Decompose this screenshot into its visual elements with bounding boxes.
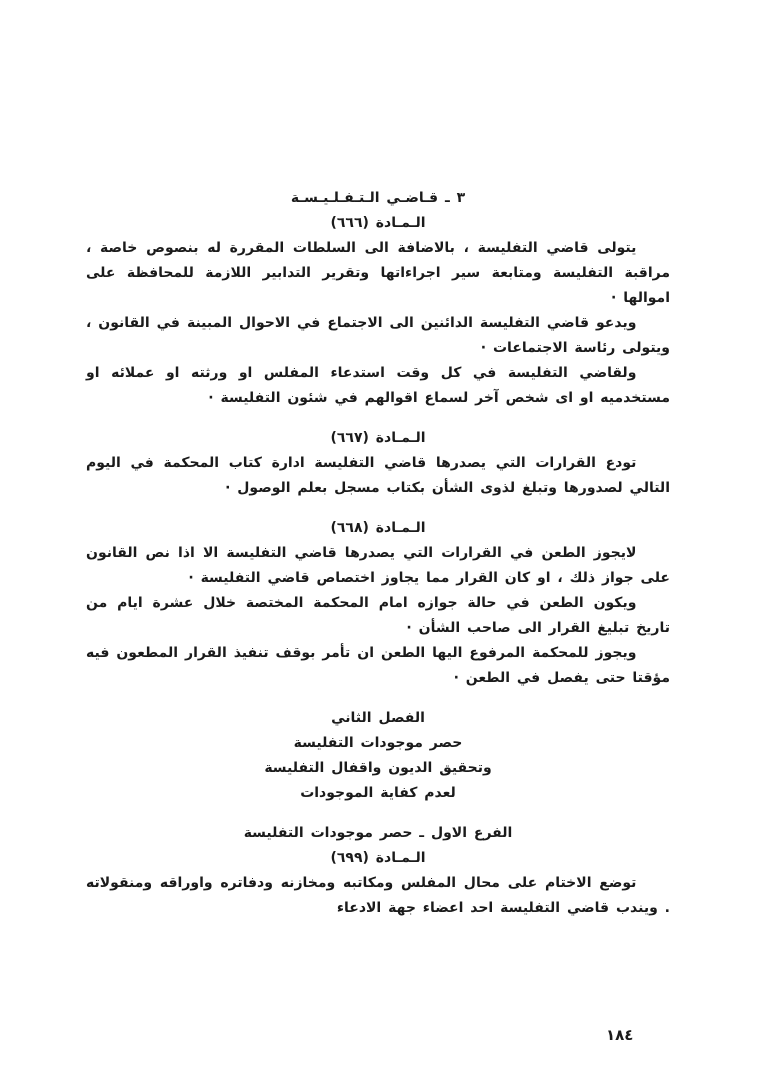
branch-heading: الفرع الاول ـ حصر موجودات التفليسة	[243, 825, 513, 841]
article-667-paragraph-1: تودع القرارات التي يصدرها قاضي التفليسة ادارة كتاب المحكمة في اليوم التالي لصدورها وتبلغ لذوى الشأن بكتاب مسجل بعلم الوصول ·	[86, 455, 670, 496]
chapter-heading-block	[86, 706, 670, 806]
chapter-heading-line-1: الفصل الثاني	[331, 710, 425, 726]
document-content	[86, 186, 670, 921]
chapter-heading-line-4: لعدم كفاية الموجودات	[300, 785, 456, 801]
article-668-heading: الـمـادة (٦٦٨)	[330, 520, 426, 536]
article-699-heading: الـمـادة (٦٩٩)	[330, 850, 426, 866]
article-666-heading: الـمـادة (٦٦٦)	[330, 215, 426, 231]
chapter-heading-line-3: وتحقيق الديون واقفال التفليسة	[264, 760, 492, 776]
page-number: ١٨٤	[606, 1026, 634, 1044]
article-667-heading: الـمـادة (٦٦٧)	[330, 430, 426, 446]
article-668-paragraph-3: ويجوز للمحكمة المرفوع اليها الطعن ان تأمر بوقف تنفيذ القرار المطعون فيه مؤقتا حتى يفصل في الطعن ·	[86, 645, 670, 686]
article-668-paragraph-1: لايجوز الطعن في القرارات التي يصدرها قاضي التفليسة الا اذا نص القانون على جواز ذلك ، او كان القرار مما يجاوز اختصاص قاضي التفليسة ·	[86, 545, 670, 586]
article-666-paragraph-2: ويدعو قاضي التفليسة الدائنين الى الاجتماع في الاحوال المبينة في القانون ، ويتولى رئاسة الاجتماعات ·	[86, 315, 670, 356]
article-699-paragraph-1: توضع الاختام على محال المفلس ومكاتبه ومخازنه ودفاتره واوراقه ومنقولاته . ويندب قاضي التفليسة احد اعضاء جهة الادعاء	[86, 875, 670, 916]
section-heading: ٣ ـ قـاضـي الـتـفـلـيـسـة	[290, 190, 466, 206]
article-666-paragraph-3: ولقاضي التفليسة في كل وقت استدعاء المفلس او ورثته او عملائه او مستخدميه او اى شخص آخر لسماع اقوالهم في شئون التفليسة ·	[86, 365, 670, 406]
chapter-heading-line-2: حصر موجودات التفليسة	[293, 735, 463, 751]
article-668-paragraph-2: ويكون الطعن في حالة جوازه امام المحكمة المختصة خلال عشرة ايام من تاريخ تبليغ القرار الى صاحب الشأن ·	[86, 595, 670, 636]
article-666-paragraph-1: يتولى قاضي التفليسة ، بالاضافة الى السلطات المقررة له بنصوص خاصة ، مراقبة التفليسة ومتابعة سير اجراءاتها وتقرير التدابير اللازمة للمحافظة على اموالها ·	[86, 240, 670, 306]
